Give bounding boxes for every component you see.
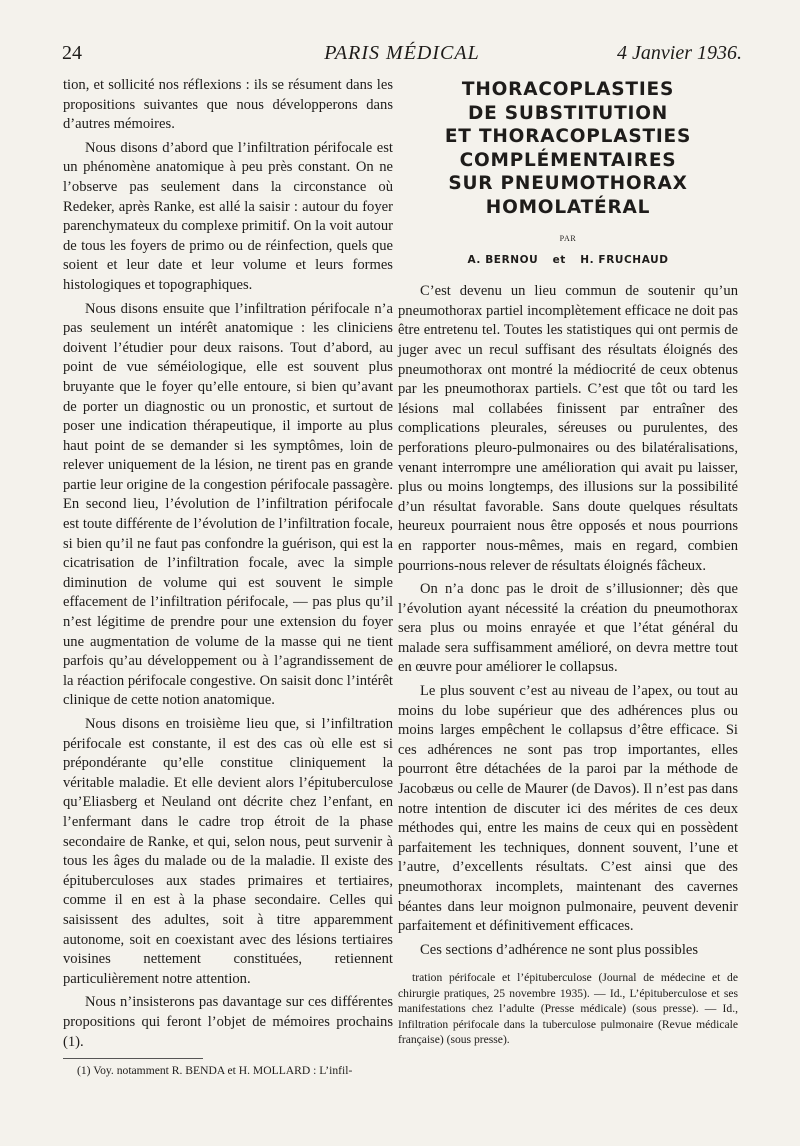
footnote-continued: tration périfocale et l’épituberculose (Journal de médecine et de chirurgie pratiques, 25 novembre 1935). — Id., L’épituberculose et ses manifestations chez l’adulte (Presse médicale) (sous presse). — Id., Infiltration périfocale dans la tuberculose pulmonaire (Revue médicale française) (sous presse). (398, 971, 738, 1047)
paragraph: Nous disons en troisième lieu que, si l’infiltration périfocale est constante, il est des cas où elle est si prépondérante qu’elle constitue cliniquement la véritable maladie. Et elle devient alors l’épituberculose qu’Eliasberg et Neuland ont décrite chez l’enfant, en l’enfermant dans le cadre trop étroit de la phase secondaire de Ranke, et qui, selon nous, peut survenir à tous les âges du malade ou de la maladie. Il existe des épituberculoses aux stades primaires et tertiaires, comme il en est à la phase secondaire. Celles qui saisissent des adultes, soit à titre apparemment autonome, soit en coexistant avec des lésions tertiaires voisines nettement constituées, retiennent particulièrement notre attention. (63, 716, 393, 987)
authors (398, 251, 738, 271)
paragraph: Nous n’insisterons pas davantage sur ces différentes propositions qui feront l’objet de mémoires prochains (1). (63, 994, 393, 1050)
footnote-divider (63, 1058, 203, 1059)
author-conjunction: et (552, 253, 566, 266)
author-name: H. FRUCHAUD (580, 253, 669, 266)
title-line: HOMOLATÉRAL (485, 196, 651, 218)
byline-par: PAR (559, 234, 577, 243)
title-line: ET THORACOPLASTIES (444, 126, 692, 147)
author-name: A. BERNOU (467, 253, 539, 266)
page-header (62, 40, 742, 74)
paragraph: Nous disons d’abord que l’infiltration périfocale est un phénomène anatomique à peu près constant. On ne l’observe pas seulement dans la circonstance où Redeker, après Ranke, est allé la saisir : autour du foyer parenchymateux du complexe primitif. On la voit autour de tous les foyers de primo ou de réinfection, quels que soient et leur date et leur volume et leurs formes histologiques et topographiques. (63, 139, 393, 293)
journal-title: PARIS MÉDICAL (324, 42, 480, 64)
left-column (63, 76, 393, 1079)
paragraph: Nous disons ensuite que l’infiltration périfocale n’a pas seulement un intérêt anatomique : les cliniciens doivent l’étudier pour deux raisons. Tout d’abord, au point de vue séméiologique, elle est souvent plus bruyante que le foyer qu’elle entoure, si bien qu’avant de porter un diagnostic ou un pronostic, et surtout de poser une indication thérapeutique, il importe au plus haut point de se demander si les symptômes, loin de relever uniquement de la lésion, ne tirent pas en grande partie leur origine de la congestion périfocale passagère. En second lieu, l’évolution de l’infiltration périfocale est toute différente de l’évolution de l’infiltration focale, si bien qu’il ne faut pas confondre la guérison, qui est la cicatrisation de l’infiltration focale, avec la simple diminution de volume qui est souvent le simple effacement de l’infiltration périfocale, — pas plus qu’il n’est légitime de prendre pour une extension du foyer une augmentation de volume de la masse qui ne tient parfois qu’au développement ou à l’agrandissement de la réaction périfocale congestive. On saisit donc l’intérêt clinique de cette notion anatomique. (63, 300, 393, 709)
title-line: SUR PNEUMOTHORAX (448, 173, 688, 194)
paragraph: tion, et sollicité nos réflexions : ils se résument dans les propositions suivantes que nous développerons dans d’autres mémoires. (63, 77, 393, 133)
paragraph: Le plus souvent c’est au niveau de l’apex, ou tout au moins du lobe supérieur que des adhérences plus ou moins larges empêchent le collapsus d’être efficace. Si ces adhérences ne sont pas trop importantes, elles pourront être détachées de la paroi par la méthode de Jacobæus ou celle de Maurer (de Davos). Il n’est pas dans notre intention de discuter ici des mérites de ces deux méthodes qui, entre les mains de ceux qui en possèdent parfaitement les techniques, donnent souvent, l’une et l’autre, d’excellents résultats. C’est ainsi que des pneumothorax incomplets, maintenant des cavernes béantes dans leur moignon pulmonaire, peuvent devenir parfaitement et définitivement efficaces. (398, 683, 738, 935)
article-title (398, 78, 738, 219)
footnote: (1) Voy. notamment R. BENDA et H. MOLLARD : L’infil- (77, 1064, 353, 1078)
page-number: 24 (62, 42, 82, 64)
paragraph: On n’a donc pas le droit de s’illusionner; dès que l’évolution ayant nécessité la création du pneumothorax sera plus ou moins enrayée et que l’état général du malade sera suffisamment amélioré, on devra mettre tout en œuvre pour améliorer le collapsus. (398, 581, 738, 676)
title-line: THORACOPLASTIES (461, 79, 675, 100)
paragraph: C’est devenu un lieu commun de soutenir qu’un pneumothorax partiel incomplètement efficace ne doit pas être entretenu tel. Toutes les statistiques qui ont permis de juger avec un recul suffisant des résultats éloignés des pneumothorax ont montré la médiocrité de ceux obtenus par les pneumothorax partiels. C’est que tôt ou tard les lésions mal collabées finissent par entraîner des complications pleurales, séreuses ou purulentes, des perforations pleuro-pulmonaires ou des bilatéralisations, venant interrompre une amélioration qui avait pu laisser, plus ou moins longtemps, des illusions sur la possibilité d’un résultat favorable. Sans doute quelques résultats heureux pourraient nous être opposés et nous pourrions en rapporter nous-mêmes, mais en regard, combien pourrions-nous relever de résultats éloignés fâcheux. (398, 283, 738, 574)
title-line: COMPLÉMENTAIRES (459, 149, 677, 171)
paragraph: Ces sections d’adhérence ne sont plus possibles (420, 941, 699, 958)
title-line: DE SUBSTITUTION (467, 102, 669, 124)
issue-date: 4 Janvier 1936. (617, 42, 742, 64)
right-column (398, 76, 738, 1048)
